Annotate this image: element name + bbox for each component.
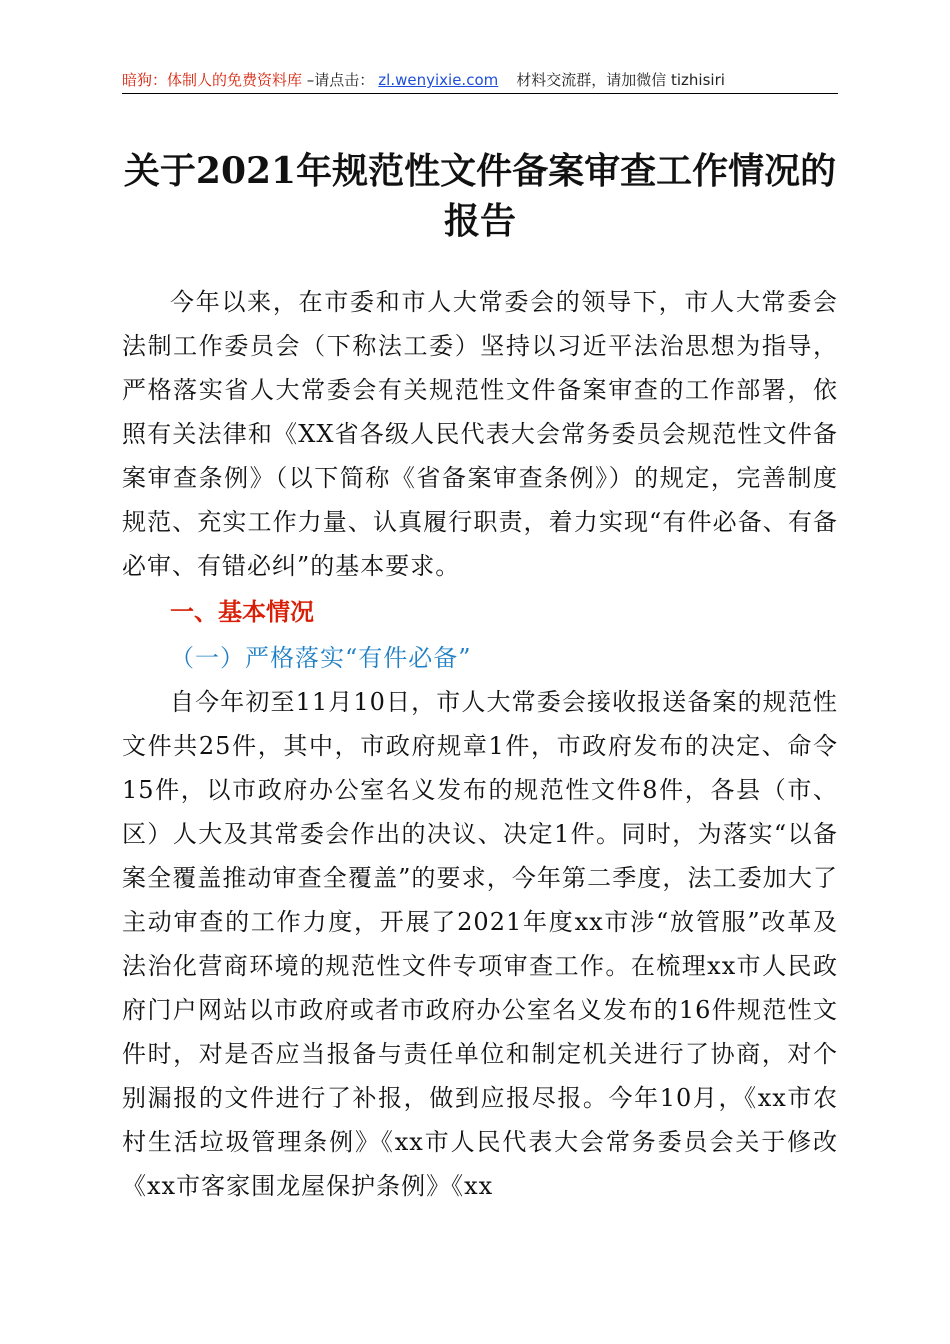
header-link[interactable]: zl.wenyixie.com	[378, 71, 499, 89]
intro-paragraph: 今年以来，在市委和市人大常委会的领导下，市人大常委会法制工作委员会（下称法工委）坚持以习近平法治思想为指导，严格落实省人大常委会有关规范性文件备案审查的工作部署，依照有关法律和《XX省各级人民代表大会常务委员会规范性文件备案审查条例》（以下简称《省备案审查条例》）的规定，完善制度规范、充实工作力量、认真履行职责，着力实现“有件必备、有备必审、有错必纠”的基本要求。	[122, 288, 838, 580]
intro-paragraph-block	[122, 280, 838, 588]
header-brand: 暗狗：体制人的免费资料库	[122, 71, 303, 89]
header-divider	[122, 93, 838, 94]
document-title: 关于2021年规范性文件备案审查工作情况的报告	[123, 150, 837, 242]
subsection-paragraph: 自今年初至11月10日，市人大常委会接收报送备案的规范性文件共25件，其中，市政府规章1件，市政府发布的决定、命令15件，以市政府办公室名义发布的规范性文件8件，各县（市、区）人大及其常委会作出的决议、决定1件。同时，为落实“以备案全覆盖推动审查全覆盖”的要求，今年第二季度，法工委加大了主动审查的工作力度，开展了2021年度xx市涉“放管服”改革及法治化营商环境的规范性文件专项审查工作。在梳理xx市人民政府门户网站以市政府或者市政府办公室名义发布的16件规范性文件时，对是否应当报备与责任单位和制定机关进行了协商，对个别漏报的文件进行了补报，做到应报尽报。今年10月，《xx市农村生活垃圾管理条例》《xx市人民代表大会常务委员会关于修改《xx市客家围龙屋保护条例》《xx	[122, 688, 838, 1200]
section-heading: 一、基本情况	[170, 598, 314, 626]
subsection-heading: （一）严格落实“有件必备”	[170, 644, 472, 672]
header-click-prompt: –请点击：	[302, 71, 375, 89]
header-wechat-note: 材料交流群，请加微信 tizhisiri	[516, 71, 725, 89]
page-header	[122, 68, 838, 92]
subsection-paragraph-block	[122, 680, 838, 1208]
